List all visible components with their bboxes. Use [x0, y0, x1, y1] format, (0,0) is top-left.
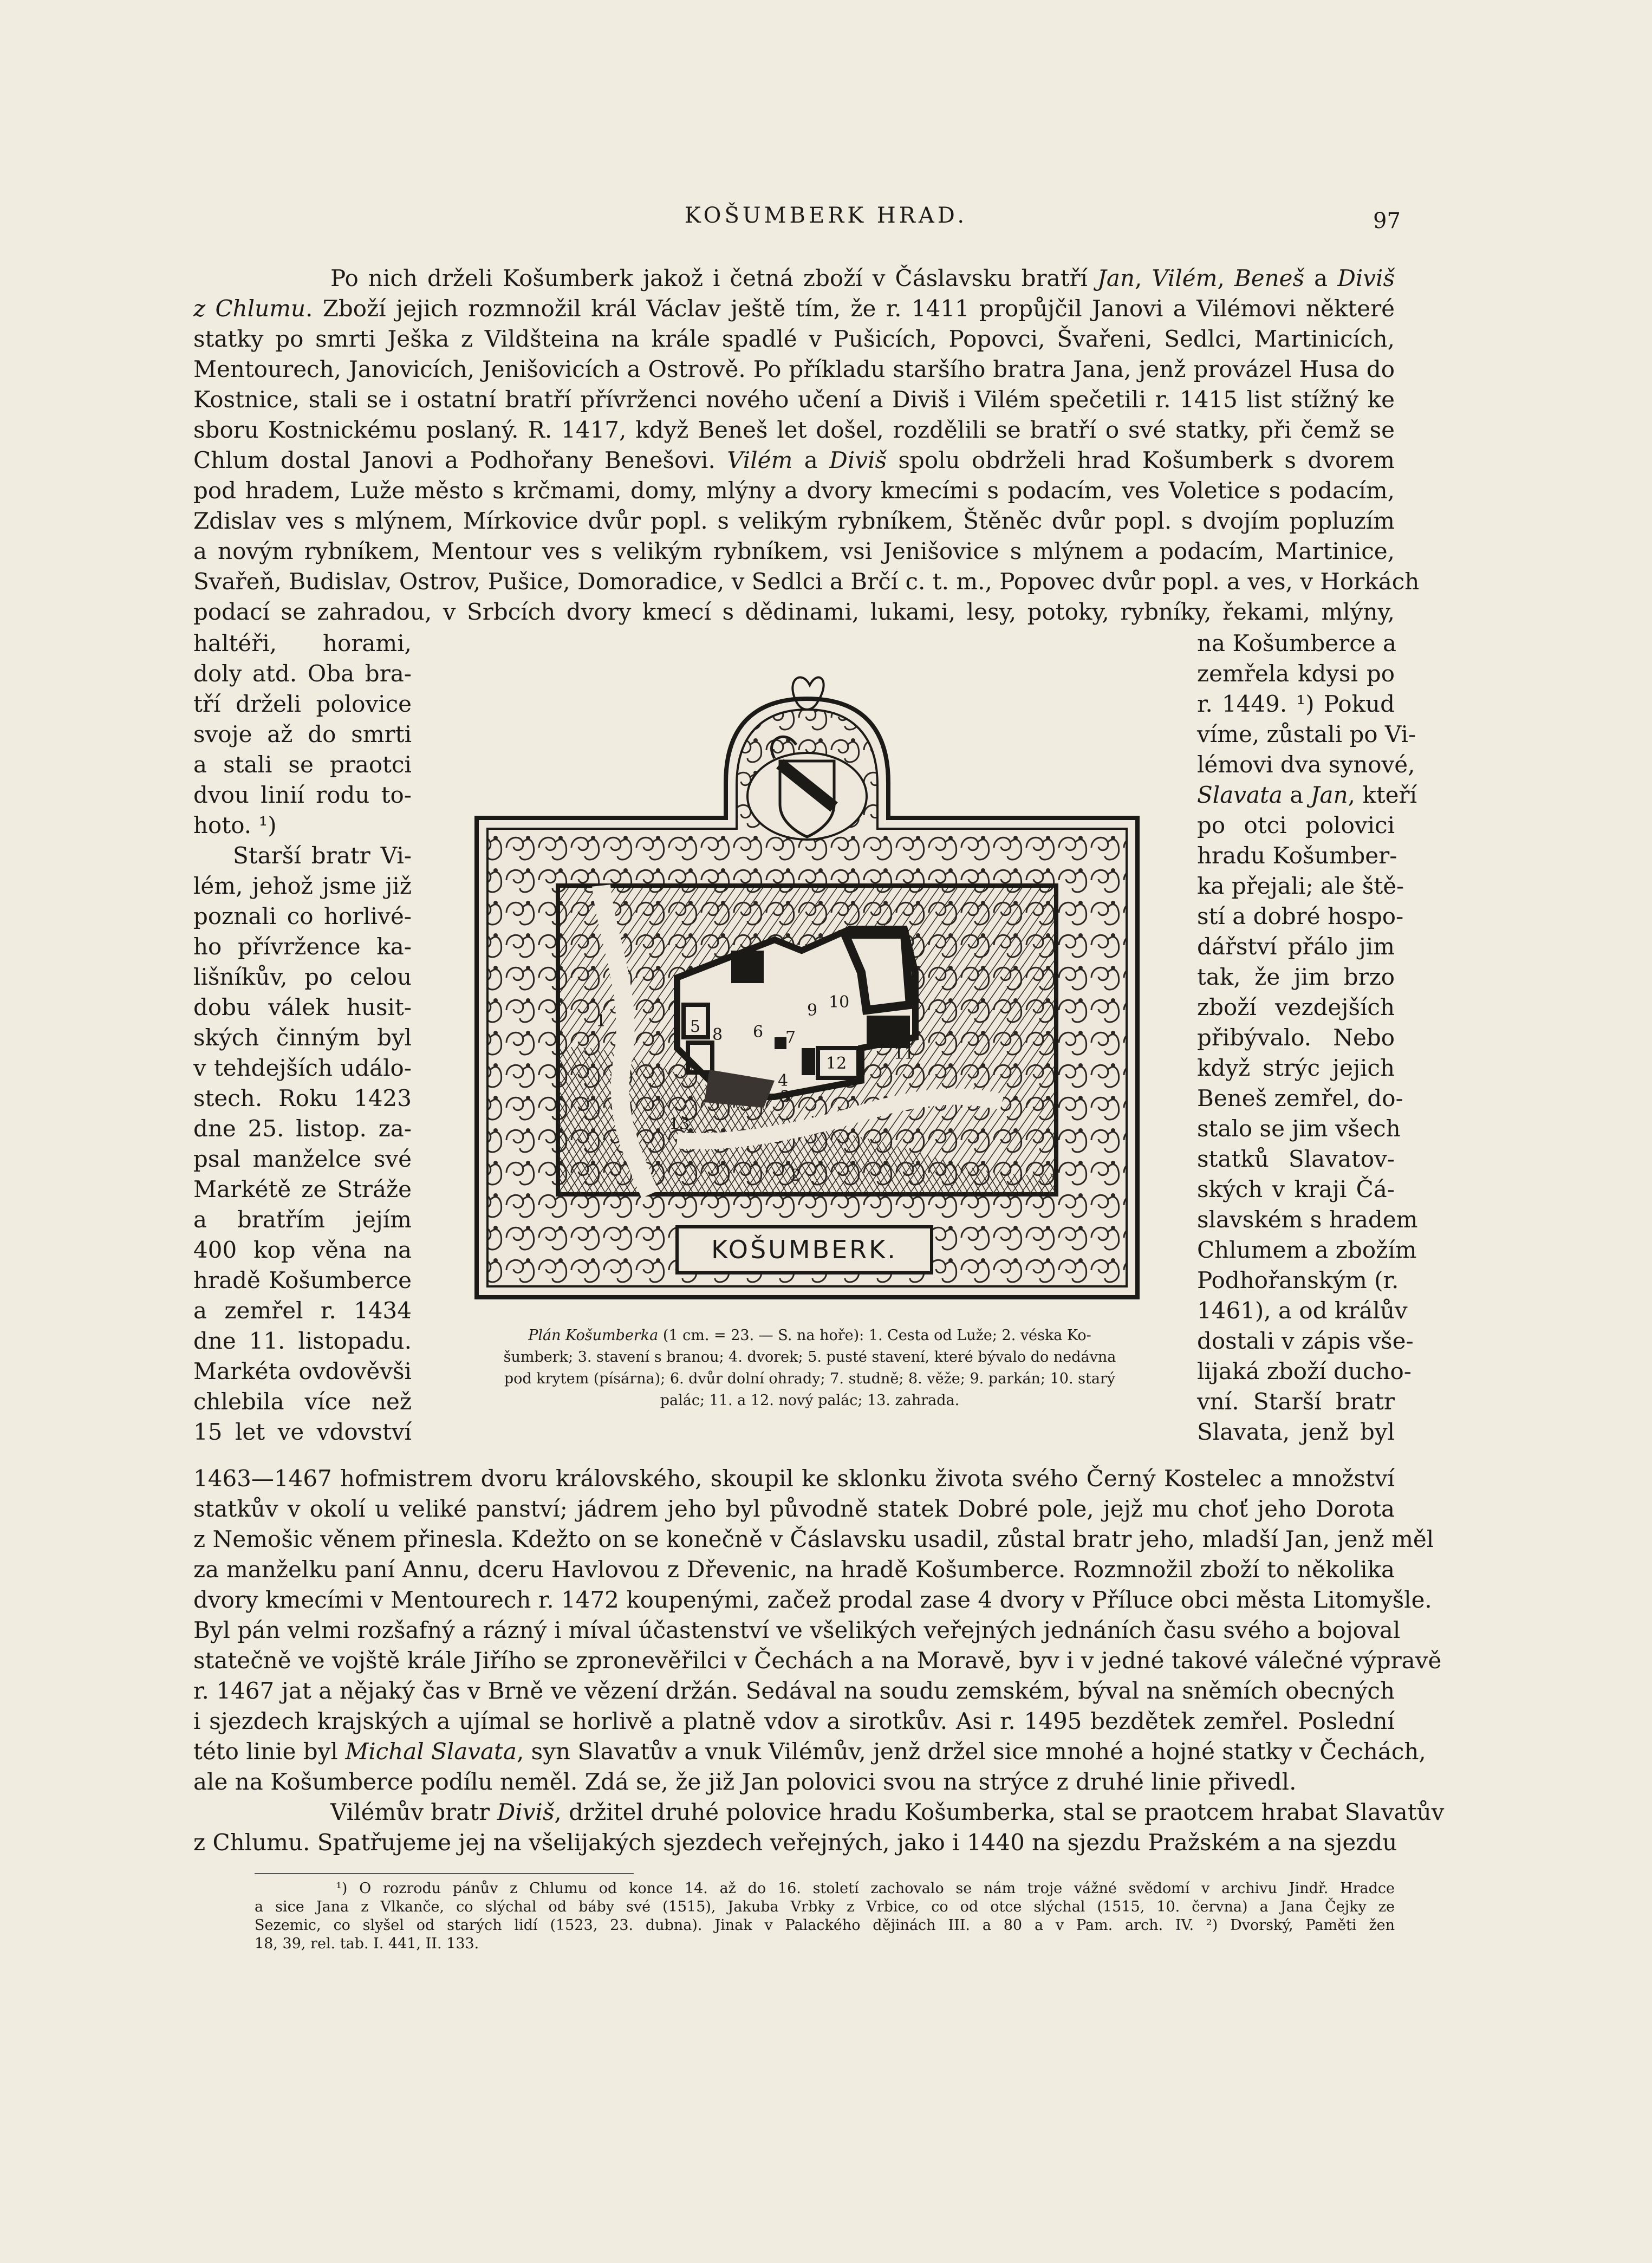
text-line: vní. Starší bratr: [1197, 1388, 1395, 1415]
text-line: svoje až do smrti: [193, 721, 412, 747]
text-line: Slavata, jenž byl: [1197, 1419, 1395, 1445]
plan-mark: 11: [894, 1044, 915, 1063]
text-line: statky po smrti Ješka z Vildšteina na krále spadlé v Pušicích, Popovci, Švařeni, Sedlci, Martinicích,: [193, 326, 1395, 352]
text-line: z Nemošic věnem přinesla. Kdežto on se konečně v Čáslavsku usadil, zůstal bratr jeho, mladší Jan, jenž měl: [193, 1526, 1434, 1552]
text-line: hradě Košumberce: [193, 1267, 412, 1293]
text-line: poznali co horlivé-: [193, 903, 412, 929]
text-line: Byl pán velmi rozšafný a rázný i míval účastenství ve všelikých veřejných jednáních času svého a bojoval: [193, 1617, 1401, 1643]
text-line: Chlumem a zbožím: [1197, 1237, 1417, 1263]
footnote-line: a sice Jana z Vlkanče, co slýchal od báby své (1515), Jakuba Vrbky z Vrbice, co od otce slýchal (1515, 10. června) a Jana Čejky ze: [255, 1898, 1395, 1915]
text-line: stalo se jim všech: [1197, 1115, 1401, 1142]
text-line: ských činným byl: [193, 1024, 412, 1051]
text-line: za manželku paní Annu, dceru Havlovou z Dřevenic, na hradě Košumberce. Rozmnožil zboží to několika: [193, 1556, 1395, 1583]
text-line: lišníkův, po celou: [193, 964, 412, 990]
text-line: lém, jehož jsme již: [193, 873, 412, 899]
plan-mark: 5: [690, 1017, 701, 1036]
text-line: a stali se praotci: [193, 751, 412, 778]
caption-line: palác; 11. a 12. nový palác; 13. zahrada.: [660, 1392, 960, 1409]
text-line: dobu válek husit-: [193, 994, 412, 1020]
text-line: doly atd. Oba bra-: [193, 660, 412, 687]
text-line: r. 1467 jat a nějaký čas v Brně ve vězení držán. Sedával na soudu zemském, býval na sněmích obecných: [193, 1677, 1395, 1704]
text-line: dne 25. listop. za-: [193, 1115, 412, 1142]
text-line: Kostnice, stali se i ostatní bratří přívrženci nového učení a Diviš i Vilém spečetili r. 1415 list stížný ke: [193, 386, 1395, 413]
text-line: stech. Roku 1423: [193, 1085, 412, 1111]
text-line: Beneš zemřel, do-: [1197, 1085, 1403, 1111]
footnote-line: 18, 39, rel. tab. I. 441, II. 133.: [255, 1935, 479, 1952]
text-line: dvou linií rodu to-: [193, 782, 412, 808]
footnote-line: ¹) O rozrodu pánův z Chlumu od konce 14. až do 16. století zachovalo se nám troje vážné svědomí v archivu Jindř. Hradce: [336, 1880, 1395, 1897]
text-line: 400 kop věna na: [193, 1237, 412, 1263]
text-line: lémovi dva synové,: [1197, 751, 1415, 778]
footnote-rule: [255, 1873, 634, 1874]
text-line: Slavata a Jan, kteří: [1197, 782, 1417, 808]
text-line: 15 let ve vdovství: [193, 1419, 412, 1445]
text-line: Starší bratr Vi-: [233, 842, 412, 869]
text-line: Podhořanským (r.: [1197, 1267, 1399, 1293]
text-line: psal manželce své: [193, 1146, 412, 1172]
text-line: ale na Košumberce podílu neměl. Zdá se, že již Jan polovici svou na strýce z druhé linie přivedl.: [193, 1768, 1297, 1795]
text-line: víme, zůstali po Vi-: [1197, 721, 1416, 747]
text-line: Zdislav ves s mlýnem, Mírkovice dvůr popl. s velikým rybníkem, Štěněc dvůr popl. s dvojím popluzím: [193, 508, 1395, 534]
plan-mark: 10: [829, 993, 850, 1012]
text-line: haltéři, horami,: [193, 630, 412, 656]
plan-mark: 4: [778, 1071, 789, 1090]
plan-mark: 2: [791, 1166, 802, 1185]
text-line: když strýc jejich: [1197, 1055, 1395, 1081]
text-line: dostali v zápis vše-: [1197, 1328, 1414, 1354]
text-line: dvory kmecími v Mentourech r. 1472 koupenými, začež prodal zase 4 dvory v Příluce obci města Litomyšle.: [193, 1586, 1432, 1613]
plan-banner-text: KOŠUMBERK.: [711, 1235, 897, 1264]
text-line: slavském s hradem: [1197, 1206, 1418, 1233]
text-line: hradu Košumber-: [1197, 842, 1397, 869]
text-line: chlebila více než: [193, 1388, 412, 1415]
plan-mark: 1: [596, 1012, 607, 1031]
running-head: KOŠUMBERK HRAD.: [684, 203, 968, 228]
plan-mark: 12: [826, 1054, 847, 1073]
text-line: z Chlumu. Spatřujeme jej na všelijakých sjezdech veřejných, jako i 1440 na sjezdu Pražském a na sjezdu: [193, 1829, 1397, 1856]
text-line: po otci polovici: [1197, 812, 1395, 838]
text-line: pod hradem, Luže město s krčmami, domy, mlýny a dvory kmecími s podacím, ves Voletice s podacím,: [193, 477, 1395, 504]
text-line: a novým rybníkem, Mentour ves s velikým rybníkem, vsi Jenišovice s mlýnem a podacím, Martinice,: [193, 538, 1395, 564]
caption-line: Plán Košumberka (1 cm. = 23. — S. na hoře): 1. Cesta od Luže; 2. véska Ko-: [528, 1327, 1091, 1344]
text-line: v tehdejších událo-: [193, 1055, 412, 1081]
plan-mark: 3: [780, 1088, 791, 1107]
text-line: přibývalo. Nebo: [1197, 1024, 1395, 1051]
text-line: hoto. ¹): [193, 812, 277, 838]
plan-mark: 8: [712, 1025, 723, 1044]
text-line: Markétě ze Stráže: [193, 1176, 412, 1202]
text-line: dářství přálo jim: [1197, 933, 1395, 960]
plan-mark: 7: [785, 1028, 796, 1047]
text-line: na Košumberce a: [1197, 630, 1396, 656]
plan-mark: 9: [807, 1001, 818, 1020]
text-line: zemřela kdysi po: [1197, 660, 1395, 687]
text-line: statků Slavatov-: [1197, 1146, 1395, 1172]
text-line: lijaká zboží ducho-: [1197, 1358, 1412, 1384]
text-line: statkův v okolí u veliké panství; jádrem jeho byl původně statek Dobré pole, jejž mu choť jeho Dorota: [193, 1495, 1395, 1522]
text-line: a bratřím jejím: [193, 1206, 412, 1233]
plan-mark: 13: [669, 1115, 690, 1134]
text-line: ka přejali; ale ště-: [1197, 873, 1404, 899]
text-line: této linie byl Michal Slavata, syn Slavatův a vnuk Vilémův, jenž držel sice mnohé a hojné statky v Čechách,: [193, 1738, 1426, 1765]
text-line: Svařeň, Budislav, Ostrov, Pušice, Domoradice, v Sedlci a Brčí c. t. m., Popovec dvůr popl. a ves, v Horkách: [193, 568, 1420, 595]
text-line: z Chlumu. Zboží jejich rozmnožil král Václav ještě tím, že r. 1411 propůjčil Janovi a Vilémovi některé: [193, 295, 1395, 322]
text-line: ho přívržence ka-: [193, 933, 412, 960]
text-line: i sjezdech krajských a ujímal se horlivě a platně vdov a sirotkův. Asi r. 1495 bezdětek zemřel. Poslední: [193, 1708, 1395, 1734]
plan-mark: 6: [753, 1023, 764, 1042]
text-line: tří drželi polovice: [193, 691, 412, 717]
text-line: sboru Kostnickému poslaný. R. 1417, když Beneš let došel, rozdělili se bratří o své statky, při čemž se: [193, 417, 1395, 443]
text-line: r. 1449. ¹) Pokud: [1197, 691, 1395, 717]
text-line: Chlum dostal Janovi a Podhořany Benešovi. Vilém a Diviš spolu obdrželi hrad Košumberk s dvorem: [193, 447, 1395, 473]
text-line: Markéta ovdověvši: [193, 1358, 412, 1384]
text-line: dne 11. listopadu.: [193, 1328, 412, 1354]
text-line: Mentourech, Janovicích, Jenišovicích a Ostrově. Po příkladu staršího bratra Jana, jenž provázel Husa do: [193, 356, 1395, 382]
text-line: Po nich drželi Košumberk jakož i četná zboží v Čáslavsku bratří Jan, Vilém, Beneš a Diviš: [330, 265, 1395, 291]
page-number: 97: [1373, 209, 1401, 233]
text-line: Vilémův bratr Diviš, držitel druhé polovice hradu Košumberka, stal se praotcem hrabat Slavatův: [330, 1799, 1445, 1825]
footnote-line: Sezemic, co slyšel od starých lidí (1523, 23. dubna). Jinak v Palackého dějinách III. a 80 a v Pam. arch. IV. ²) Dvorský, Paměti žen: [255, 1917, 1395, 1934]
text-line: 1461), a od králův: [1197, 1297, 1408, 1324]
text-line: statečně ve vojště krále Jiřího se zpronevěřilci v Čechách a na Moravě, byv i v jedné takové válečné výpravě: [193, 1647, 1442, 1674]
caption-line: pod krytem (písárna); 6. dvůr dolní ohrady; 7. studně; 8. věže; 9. parkán; 10. starý: [504, 1370, 1116, 1387]
text-line: podací se zahradou, v Srbcích dvory kmecí s dědinami, lukami, lesy, potoky, rybníky, řekami, mlýny,: [193, 599, 1395, 625]
text-line: ských v kraji Čá-: [1197, 1176, 1395, 1202]
text-line: 1463—1467 hofmistrem dvoru královského, skoupil ke sklonku života svého Černý Kostelec a množství: [193, 1465, 1395, 1492]
castle-plan-figure: [471, 669, 1143, 1303]
caption-line: šumberk; 3. stavení s branou; 4. dvorek; 5. pusté stavení, které bývalo do nedávna: [503, 1349, 1116, 1365]
text-line: stí a dobré hospo-: [1197, 903, 1404, 929]
text-line: tak, že jim brzo: [1197, 964, 1395, 990]
text-line: zboží vezdejších: [1197, 994, 1395, 1020]
text-line: a zemřel r. 1434: [193, 1297, 412, 1324]
